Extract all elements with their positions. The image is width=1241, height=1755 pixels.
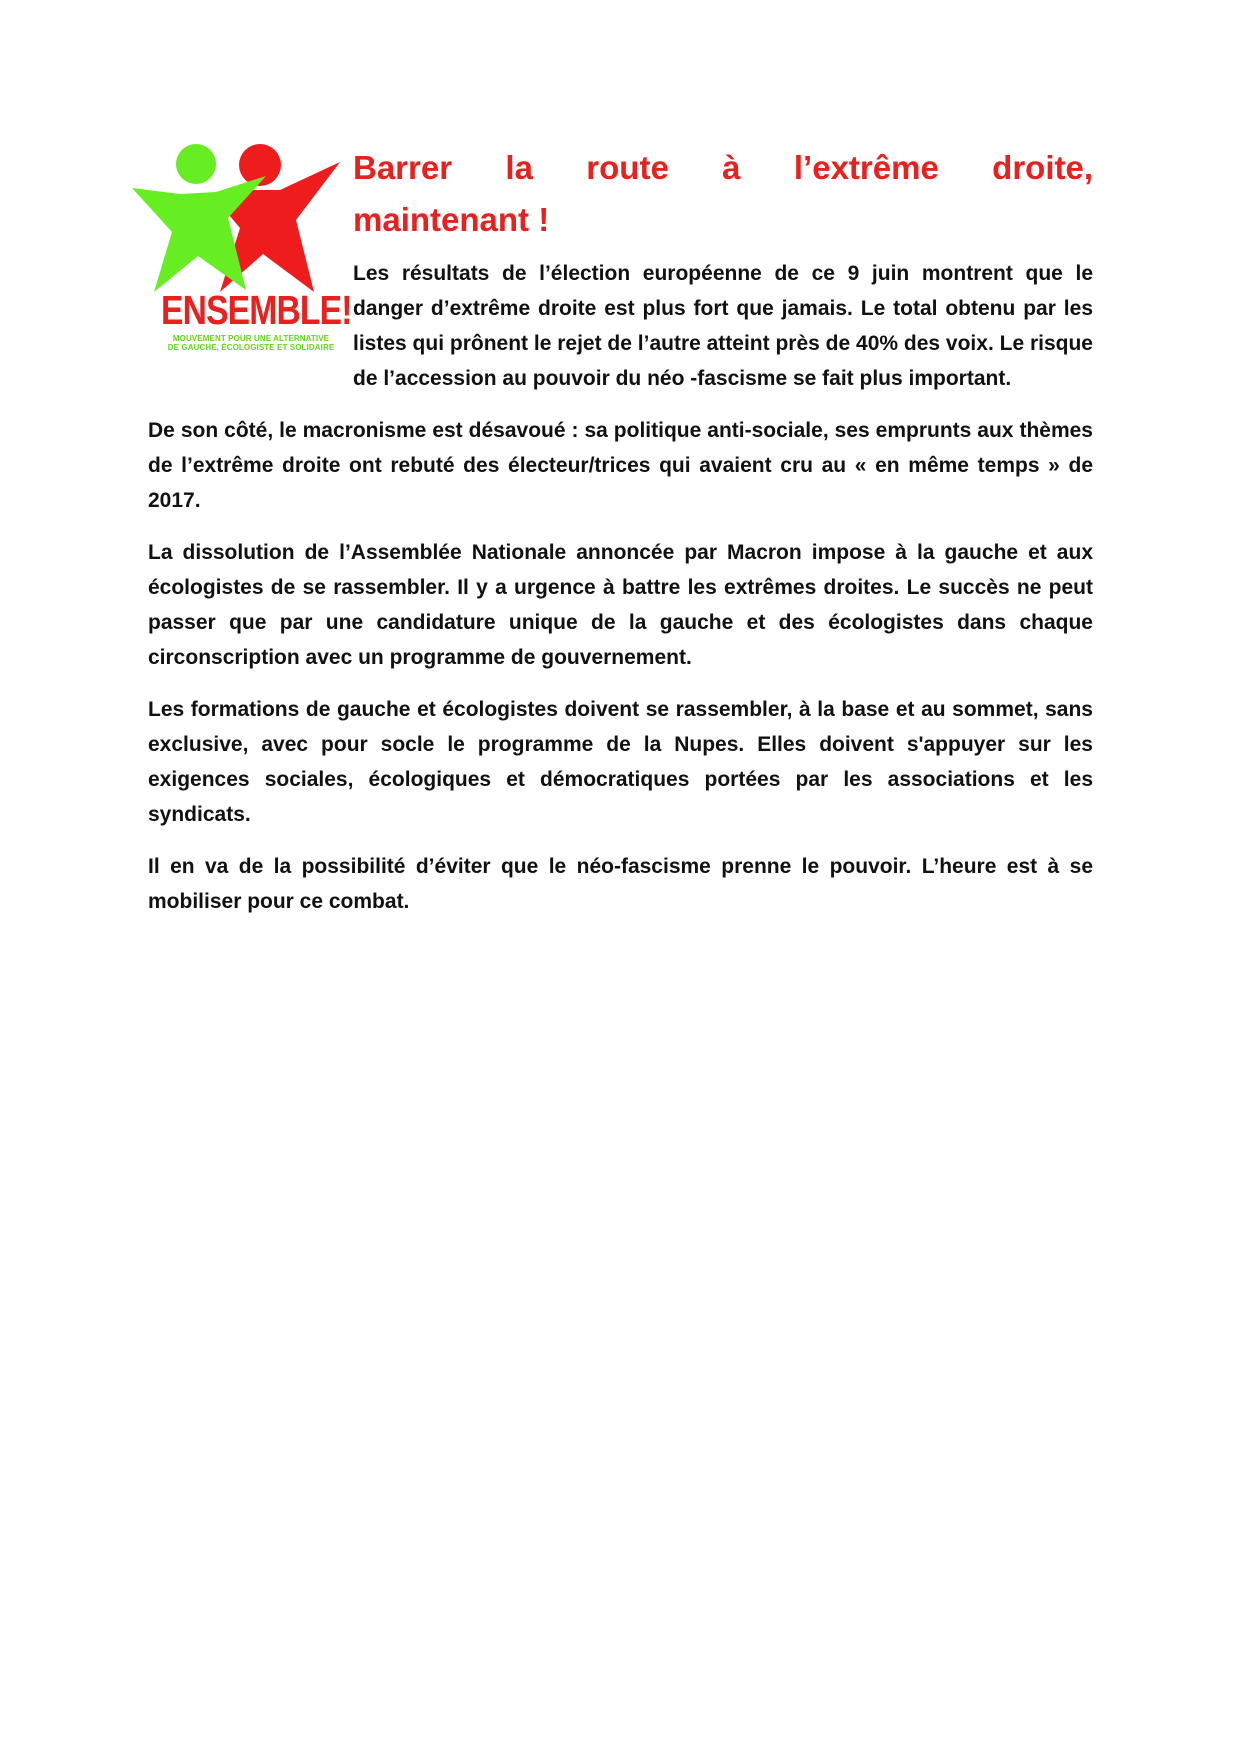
paragraph-3: La dissolution de l’Assemblée Nationale annoncée par Macron impose à la gauche et aux écologistes de se rassembler. Il y a urgence à battre les extrêmes droites. Le succès ne peut passer que par une candidature unique de la gauche et des écologistes dans chaque circonscription avec un programme de gouvernement. — [148, 541, 1093, 669]
paragraph-2: De son côté, le macronisme est désavoué : sa politique anti-sociale, ses emprunts aux thèmes de l’extrême droite ont rebuté des électeur/trices qui avaient cru au « en même temps » de 2017. — [148, 419, 1093, 512]
title-line-1: Barrer la route à l’extrême droite, — [353, 149, 1093, 186]
two-stars-figures-icon — [128, 142, 346, 302]
title-line-2: maintenant ! — [353, 201, 550, 238]
paragraph-4: Les formations de gauche et écologistes doivent se rassembler, à la base et au sommet, sans exclusive, avec pour socle le programme de la Nupes. Elles doivent s'appuyer sur les exigences sociales, écologiques et démocratiques portées par les associations et les syndicats. — [148, 698, 1093, 826]
logo-tagline-line1: MOUVEMENT POUR UNE ALTERNATIVE — [172, 334, 330, 343]
paragraph-5: Il en va de la possibilité d’éviter que le néo-fascisme prenne le pouvoir. L’heure est à se mobiliser pour ce combat. — [148, 855, 1093, 913]
logo-tagline-line2: DE GAUCHE, ÉCOLOGISTE ET SOLIDAIRE — [167, 343, 335, 352]
paragraph-1: Les résultats de l’élection européenne de ce 9 juin montrent que le danger d’extrême droite est plus fort que jamais. Le total obtenu par les listes qui prônent le rejet de l’autre atteint près de 40% des voix. Le risque de l’accession au pouvoir du néo -fascisme se fait plus important. — [353, 262, 1093, 390]
green-figure-head — [176, 144, 216, 184]
ensemble-logo — [128, 142, 352, 364]
article — [148, 142, 1093, 936]
logo-wordmark: ENSEMBLE! — [161, 287, 352, 333]
logo-tagline — [161, 334, 341, 352]
